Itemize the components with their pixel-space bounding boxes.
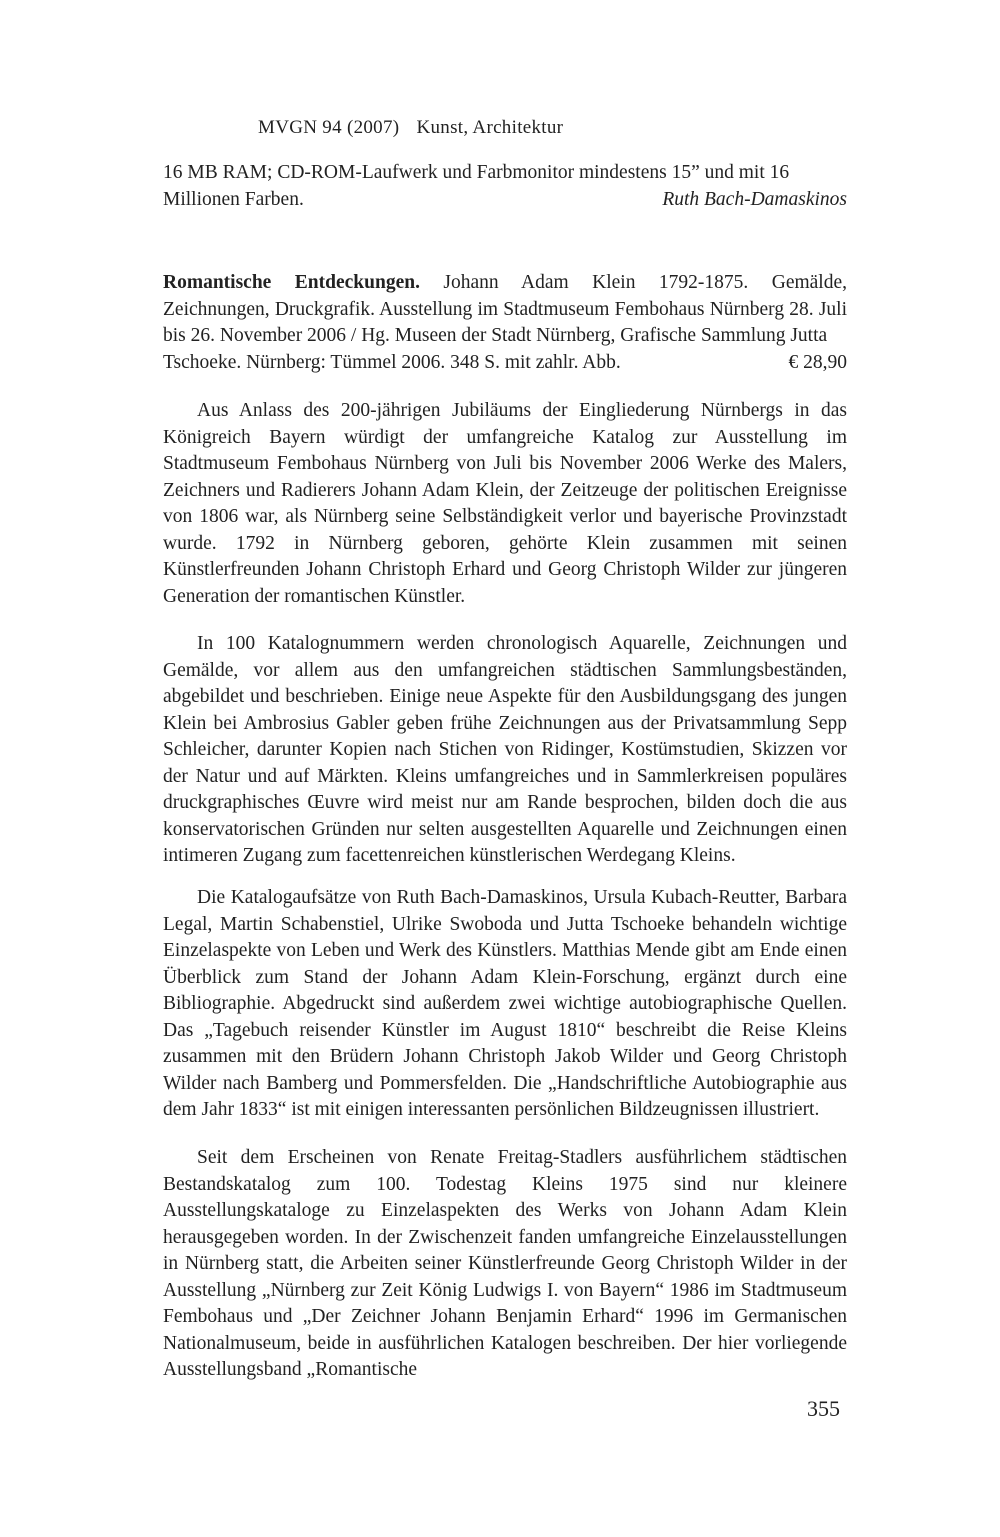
previous-review-text: 16 MB RAM; CD-ROM-Laufwerk und Farbmonitor mindestens 15” und mit 16 Millionen Farben.	[163, 162, 790, 210]
book-price: € 28,90	[788, 351, 847, 373]
previous-review-ending	[163, 160, 847, 213]
book-details-last-line	[163, 350, 847, 377]
section-title: Kunst, Architektur	[416, 117, 564, 138]
book-details: Johann Adam Klein 1792-1875. Gemälde, Zeichnungen, Druckgrafik. Ausstellung im Stadtmuseum Fembohaus Nürnberg 28. Juli bis 26. November 2006 / Hg. Museen der Stadt Nürnberg, Grafische Sammlung Jutta	[163, 272, 847, 346]
journal-reference: MVGN 94 (2007)	[258, 117, 400, 138]
page-number: 355	[807, 1396, 840, 1421]
bibliographic-entry	[163, 270, 847, 376]
review-paragraph: In 100 Katalognummern werden chronologisch Aquarelle, Zeichnungen und Gemälde, vor allem aus den umfangreichen städtischen Sammlungsbeständen, abgebildet und beschrieben. Einige neue Aspekte für den Ausbildungsgang des jungen Klein bei Ambrosius Gabler geben frühe Zeichnungen aus der Privatsammlung Sepp Schleicher, darunter Kopien nach Stichen von Ridinger, Kostümstudien, Skizzen vor der Natur und auf Märkten. Kleins umfangreiches und in Sammlerkreisen populäres druckgraphisches Œuvre wird meist nur am Rande besprochen, bilden doch die aus konservatorischen Gründen nur selten ausgestellten Aquarelle und Zeichnungen einen intimeren Zugang zum facettenreichen künstlerischen Werdegang Kleins.	[163, 633, 847, 866]
book-publisher-info: Tschoeke. Nürnberg: Tümmel 2006. 348 S. mit zahlr. Abb.	[163, 351, 621, 373]
review-paragraph: Die Katalogaufsätze von Ruth Bach-Damaskinos, Ursula Kubach-Reutter, Barbara Legal, Martin Schabenstiel, Ulrike Swoboda und Jutta Tschoeke behandeln wichtige Einzelaspekte von Leben und Werk des Künstlers. Matthias Mende gibt am Ende einen Überblick zum Stand der Johann Adam Klein-Forschung, ergänzt durch eine Bibliographie. Abgedruckt sind außerdem zwei wichtige autobiographische Quellen. Das „Tagebuch reisender Künstler im August 1810“ beschreibt die Reise Kleins zusammen mit den Brüdern Johann Christoph Jakob Wilder und Georg Christoph Wilder nach Bamberg und Pommersfelden. Die „Handschriftliche Autobiographie aus dem Jahr 1833“ ist mit einigen interessanten persönlichen Bildzeugnissen illustriert.	[163, 887, 847, 1120]
review-paragraph: Aus Anlass des 200-jährigen Jubiläums der Eingliederung Nürnbergs in das Königreich Bayern würdigt der umfangreiche Katalog zur Ausstellung im Stadtmuseum Fembohaus Nürnberg von Juli bis November 2006 Werke des Malers, Zeichners und Radierers Johann Adam Klein, der Zeitzeuge der politischen Ereignisse von 1806 war, als Nürnberg seine Selbständigkeit verlor und bayerische Provinzstadt wurde. 1792 in Nürnberg geboren, gehörte Klein zusammen mit seinen Künstlerfreunden Johann Christoph Erhard und Georg Christoph Wilder zur jüngeren Generation der romantischen Künstler.	[163, 400, 847, 607]
book-title: Romantische Entdeckungen.	[163, 272, 420, 293]
running-head	[258, 117, 563, 139]
review-paragraph: Seit dem Erscheinen von Renate Freitag-Stadlers ausführlichem städtischen Bestandskatalog zum 100. Todestag Kleins 1975 sind nur kleinere Ausstellungskataloge zu Einzelaspekten des Werks von Johann Adam Klein herausgegeben worden. In der Zwischenzeit fanden umfangreiche Einzelausstellungen in Nürnberg statt, die Arbeiten seiner Künstlerfreunde Georg Christoph Wilder in der Ausstellung „Nürnberg zur Zeit König Ludwigs I. von Bayern“ 1986 im Stadtmuseum Fembohaus und „Der Zeichner Johann Benjamin Erhard“ 1996 im Germanischen Nationalmuseum, beide in ausführlichen Katalogen beschreiben. Der hier vorliegende Ausstellungsband „Romantische	[163, 1147, 847, 1380]
review-author-signature: Ruth Bach-Damaskinos	[662, 188, 847, 210]
